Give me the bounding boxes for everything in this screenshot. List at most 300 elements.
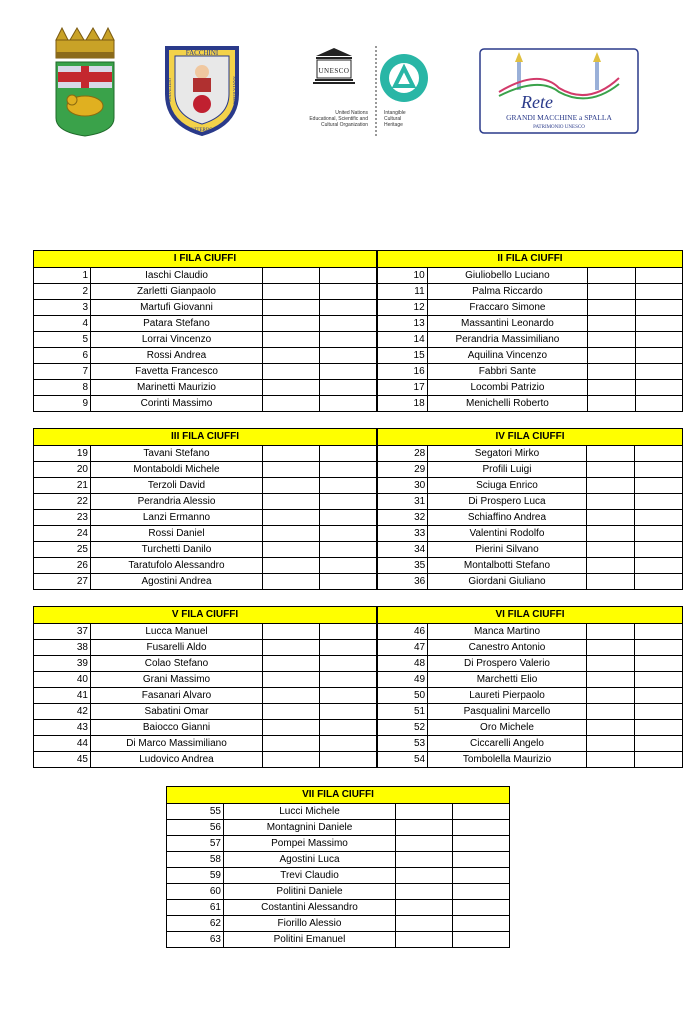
member-name: Palma Riccardo: [427, 284, 588, 300]
empty-cell: [396, 852, 453, 868]
unesco-org-line-1: United Nations: [335, 110, 368, 116]
empty-cell: [263, 558, 320, 574]
empty-cell: [588, 300, 635, 316]
empty-cell: [635, 332, 682, 348]
member-name: Lorrai Vincenzo: [91, 332, 263, 348]
member-name: Trevi Claudio: [224, 868, 396, 884]
empty-cell: [588, 332, 635, 348]
table-row: [167, 916, 510, 932]
member-name: Montalbotti Stefano: [428, 558, 587, 574]
empty-cell: [396, 804, 453, 820]
member-name: Politini Emanuel: [224, 932, 396, 948]
row-number: 38: [34, 640, 91, 656]
empty-cell: [263, 300, 320, 316]
member-name: Montagnini Daniele: [224, 820, 396, 836]
fila-table: [377, 428, 683, 590]
row-number: 13: [378, 316, 428, 332]
member-name: Iaschi Claudio: [91, 268, 263, 284]
empty-cell: [320, 672, 377, 688]
member-name: Canestro Antonio: [428, 640, 587, 656]
row-number: 46: [378, 624, 428, 640]
row-number: 11: [378, 284, 428, 300]
member-name: Giuliobello Luciano: [427, 268, 588, 284]
table-row: [167, 884, 510, 900]
empty-cell: [263, 268, 320, 284]
empty-cell: [634, 446, 682, 462]
member-name: Tombolella Maurizio: [428, 752, 587, 768]
row-number: 25: [34, 542, 91, 558]
empty-cell: [320, 624, 377, 640]
row-number: 4: [34, 316, 91, 332]
member-name: Politini Daniele: [224, 884, 396, 900]
table-row: [34, 348, 377, 364]
table-row: [378, 672, 683, 688]
row-number: 53: [378, 736, 428, 752]
member-name: Pompei Massimo: [224, 836, 396, 852]
empty-cell: [588, 316, 635, 332]
empty-cell: [634, 656, 682, 672]
empty-cell: [634, 704, 682, 720]
member-name: Valentini Rodolfo: [428, 526, 587, 542]
row-number: 6: [34, 348, 91, 364]
empty-cell: [586, 672, 634, 688]
empty-cell: [320, 510, 377, 526]
empty-cell: [635, 364, 682, 380]
row-number: 47: [378, 640, 428, 656]
empty-cell: [263, 688, 320, 704]
empty-cell: [634, 640, 682, 656]
member-name: Marinetti Maurizio: [91, 380, 263, 396]
fila-table: [377, 250, 683, 412]
row-number: 63: [167, 932, 224, 948]
empty-cell: [453, 932, 510, 948]
member-name: Zarletti Gianpaolo: [91, 284, 263, 300]
row-number: 40: [34, 672, 91, 688]
empty-cell: [453, 820, 510, 836]
table-row: [34, 284, 377, 300]
row-number: 57: [167, 836, 224, 852]
facchini-bottom-text: VITERBO: [191, 128, 213, 133]
row-number: 50: [378, 688, 428, 704]
empty-cell: [586, 720, 634, 736]
table-row: [34, 478, 377, 494]
table-row: [34, 526, 377, 542]
empty-cell: [634, 574, 682, 590]
empty-cell: [320, 446, 377, 462]
ich-line-2: Cultural: [384, 116, 402, 122]
empty-cell: [588, 396, 635, 412]
row-number: 23: [34, 510, 91, 526]
member-name: Baiocco Gianni: [91, 720, 263, 736]
ich-line-3: Heritage: [384, 122, 403, 128]
table-title: II FILA CIUFFI: [378, 251, 683, 268]
table-row: [34, 446, 377, 462]
table-row: [378, 446, 683, 462]
table-row: [34, 558, 377, 574]
table-row: [34, 316, 377, 332]
member-name: Segatori Mirko: [428, 446, 587, 462]
table-row: [34, 720, 377, 736]
member-name: Martufi Giovanni: [91, 300, 263, 316]
row-number: 28: [378, 446, 428, 462]
table-row: [378, 300, 683, 316]
table-row: [378, 380, 683, 396]
row-number: 18: [378, 396, 428, 412]
empty-cell: [320, 752, 377, 768]
empty-cell: [453, 836, 510, 852]
unesco-ich-logo: [282, 44, 432, 140]
table-row: [34, 542, 377, 558]
empty-cell: [635, 316, 682, 332]
empty-cell: [320, 380, 377, 396]
table-row: [34, 396, 377, 412]
row-number: 41: [34, 688, 91, 704]
row-number: 24: [34, 526, 91, 542]
table-row: [378, 624, 683, 640]
empty-cell: [396, 884, 453, 900]
member-name: Rossi Andrea: [91, 348, 263, 364]
viterbo-coat-of-arms-logo: [50, 26, 120, 138]
row-number: 55: [167, 804, 224, 820]
empty-cell: [586, 624, 634, 640]
row-number: 1: [34, 268, 91, 284]
facchini-top-text: FACCHINI: [185, 49, 219, 57]
unesco-org-line-3: Cultural Organization: [321, 122, 368, 128]
table-row: [378, 510, 683, 526]
row-number: 29: [378, 462, 428, 478]
member-name: Fasanari Alvaro: [91, 688, 263, 704]
row-number: 9: [34, 396, 91, 412]
table-row: [378, 364, 683, 380]
row-number: 36: [378, 574, 428, 590]
table-row: [34, 462, 377, 478]
empty-cell: [586, 574, 634, 590]
empty-cell: [586, 558, 634, 574]
member-name: Massantini Leonardo: [427, 316, 588, 332]
empty-cell: [588, 380, 635, 396]
row-number: 56: [167, 820, 224, 836]
empty-cell: [634, 494, 682, 510]
rete-line-2: PATRIMONIO UNESCO: [533, 125, 585, 130]
row-number: 8: [34, 380, 91, 396]
empty-cell: [586, 542, 634, 558]
table-row: [34, 268, 377, 284]
member-name: Taratufolo Alessandro: [91, 558, 263, 574]
row-number: 52: [378, 720, 428, 736]
empty-cell: [263, 462, 320, 478]
empty-cell: [263, 624, 320, 640]
table-row: [167, 836, 510, 852]
row-number: 39: [34, 656, 91, 672]
member-name: Agostini Andrea: [91, 574, 263, 590]
row-number: 37: [34, 624, 91, 640]
empty-cell: [263, 316, 320, 332]
row-number: 21: [34, 478, 91, 494]
row-number: 2: [34, 284, 91, 300]
member-name: Fabbri Sante: [427, 364, 588, 380]
empty-cell: [396, 916, 453, 932]
empty-cell: [320, 462, 377, 478]
empty-cell: [263, 672, 320, 688]
table-row: [378, 688, 683, 704]
table-row: [34, 624, 377, 640]
empty-cell: [320, 656, 377, 672]
facchini-right-text: SANTA ROSA: [232, 76, 237, 104]
empty-cell: [586, 688, 634, 704]
empty-cell: [586, 494, 634, 510]
row-number: 20: [34, 462, 91, 478]
row-number: 42: [34, 704, 91, 720]
table-row: [34, 332, 377, 348]
empty-cell: [320, 300, 377, 316]
fila-table: [33, 428, 377, 590]
row-number: 60: [167, 884, 224, 900]
table-row: [34, 510, 377, 526]
member-name: Lanzi Ermanno: [91, 510, 263, 526]
empty-cell: [634, 672, 682, 688]
empty-cell: [588, 268, 635, 284]
table-row: [378, 348, 683, 364]
empty-cell: [453, 884, 510, 900]
member-name: Rossi Daniel: [91, 526, 263, 542]
empty-cell: [263, 574, 320, 590]
member-name: Manca Martino: [428, 624, 587, 640]
empty-cell: [263, 510, 320, 526]
empty-cell: [320, 720, 377, 736]
member-name: Di Marco Massimiliano: [91, 736, 263, 752]
empty-cell: [586, 736, 634, 752]
member-name: Perandria Alessio: [91, 494, 263, 510]
table-row: [378, 494, 683, 510]
empty-cell: [320, 478, 377, 494]
table-row: [34, 640, 377, 656]
row-number: 17: [378, 380, 428, 396]
row-number: 31: [378, 494, 428, 510]
empty-cell: [320, 542, 377, 558]
empty-cell: [586, 510, 634, 526]
empty-cell: [635, 348, 682, 364]
table-row: [34, 736, 377, 752]
empty-cell: [320, 688, 377, 704]
row-number: 10: [378, 268, 428, 284]
row-number: 14: [378, 332, 428, 348]
table-row: [378, 704, 683, 720]
empty-cell: [320, 396, 377, 412]
member-name: Grani Massimo: [91, 672, 263, 688]
row-number: 34: [378, 542, 428, 558]
empty-cell: [263, 542, 320, 558]
member-name: Colao Stefano: [91, 656, 263, 672]
empty-cell: [634, 752, 682, 768]
table-row: [34, 380, 377, 396]
row-number: 7: [34, 364, 91, 380]
member-name: Schiaffino Andrea: [428, 510, 587, 526]
empty-cell: [586, 526, 634, 542]
member-name: Sciuga Enrico: [428, 478, 587, 494]
empty-cell: [586, 478, 634, 494]
member-name: Terzoli David: [91, 478, 263, 494]
member-name: Costantini Alessandro: [224, 900, 396, 916]
empty-cell: [634, 736, 682, 752]
empty-cell: [634, 542, 682, 558]
empty-cell: [634, 510, 682, 526]
table-row: [378, 284, 683, 300]
member-name: Sabatini Omar: [91, 704, 263, 720]
empty-cell: [263, 380, 320, 396]
member-name: Turchetti Danilo: [91, 542, 263, 558]
empty-cell: [320, 640, 377, 656]
row-number: 16: [378, 364, 428, 380]
empty-cell: [396, 900, 453, 916]
empty-cell: [635, 268, 682, 284]
empty-cell: [634, 462, 682, 478]
table-row: [378, 332, 683, 348]
row-number: 33: [378, 526, 428, 542]
empty-cell: [263, 656, 320, 672]
rete-line-1: GRANDI MACCHINE a SPALLA: [506, 113, 612, 122]
fila-table: [166, 786, 510, 948]
empty-cell: [586, 462, 634, 478]
empty-cell: [453, 852, 510, 868]
table-row: [34, 688, 377, 704]
fila-table: [33, 606, 377, 768]
empty-cell: [320, 284, 377, 300]
unesco-org-line-2: Educational, Scientific and: [309, 116, 368, 122]
member-name: Corinti Massimo: [91, 396, 263, 412]
table-row: [378, 574, 683, 590]
rete-word: Rete: [521, 92, 553, 112]
member-name: Laureti Pierpaolo: [428, 688, 587, 704]
empty-cell: [263, 494, 320, 510]
member-name: Locombi Patrizio: [427, 380, 588, 396]
table-row: [34, 574, 377, 590]
table-row: [34, 704, 377, 720]
row-number: 30: [378, 478, 428, 494]
member-name: Aquilina Vincenzo: [427, 348, 588, 364]
empty-cell: [586, 656, 634, 672]
table-row: [34, 300, 377, 316]
empty-cell: [320, 332, 377, 348]
empty-cell: [635, 284, 682, 300]
row-number: 26: [34, 558, 91, 574]
empty-cell: [263, 396, 320, 412]
table-row: [378, 478, 683, 494]
table-row: [34, 494, 377, 510]
row-number: 35: [378, 558, 428, 574]
member-name: Lucca Manuel: [91, 624, 263, 640]
row-number: 5: [34, 332, 91, 348]
member-name: Menichelli Roberto: [427, 396, 588, 412]
table-row: [378, 558, 683, 574]
empty-cell: [263, 446, 320, 462]
member-name: Tavani Stefano: [91, 446, 263, 462]
table-row: [378, 656, 683, 672]
table-row: [378, 462, 683, 478]
empty-cell: [263, 284, 320, 300]
member-name: Agostini Luca: [224, 852, 396, 868]
empty-cell: [263, 704, 320, 720]
table-row: [378, 752, 683, 768]
logo-header: [0, 0, 683, 150]
table-row: [378, 542, 683, 558]
row-number: 62: [167, 916, 224, 932]
unesco-acronym: UNESCO: [318, 67, 350, 75]
fila-table: [33, 250, 377, 412]
table-row: [167, 868, 510, 884]
empty-cell: [396, 932, 453, 948]
fila-table: [377, 606, 683, 768]
facchini-left-text: SODALIZIO: [167, 78, 172, 102]
rete-grandi-macchine-logo: [479, 48, 639, 134]
empty-cell: [634, 478, 682, 494]
empty-cell: [634, 558, 682, 574]
row-number: 61: [167, 900, 224, 916]
empty-cell: [635, 380, 682, 396]
empty-cell: [586, 704, 634, 720]
member-name: Marchetti Elio: [428, 672, 587, 688]
empty-cell: [320, 348, 377, 364]
member-name: Fraccaro Simone: [427, 300, 588, 316]
table-title: V FILA CIUFFI: [34, 607, 377, 624]
row-number: 49: [378, 672, 428, 688]
empty-cell: [586, 640, 634, 656]
empty-cell: [453, 900, 510, 916]
empty-cell: [320, 494, 377, 510]
row-number: 54: [378, 752, 428, 768]
table-row: [378, 526, 683, 542]
empty-cell: [453, 804, 510, 820]
row-number: 22: [34, 494, 91, 510]
row-number: 58: [167, 852, 224, 868]
row-number: 45: [34, 752, 91, 768]
row-number: 43: [34, 720, 91, 736]
row-number: 59: [167, 868, 224, 884]
member-name: Fusarelli Aldo: [91, 640, 263, 656]
table-row: [167, 900, 510, 916]
empty-cell: [263, 736, 320, 752]
row-number: 12: [378, 300, 428, 316]
empty-cell: [634, 624, 682, 640]
table-row: [167, 932, 510, 948]
table-row: [378, 640, 683, 656]
empty-cell: [263, 478, 320, 494]
facchini-santa-rosa-logo: [163, 44, 241, 136]
empty-cell: [320, 574, 377, 590]
empty-cell: [263, 364, 320, 380]
member-name: Pasqualini Marcello: [428, 704, 587, 720]
table-title: VII FILA CIUFFI: [167, 787, 510, 804]
row-number: 32: [378, 510, 428, 526]
member-name: Ciccarelli Angelo: [428, 736, 587, 752]
member-name: Perandria Massimiliano: [427, 332, 588, 348]
table-row: [378, 720, 683, 736]
row-number: 48: [378, 656, 428, 672]
table-row: [34, 656, 377, 672]
table-title: IV FILA CIUFFI: [378, 429, 683, 446]
empty-cell: [588, 284, 635, 300]
table-row: [34, 364, 377, 380]
table-row: [378, 268, 683, 284]
empty-cell: [263, 348, 320, 364]
empty-cell: [396, 836, 453, 852]
row-number: 27: [34, 574, 91, 590]
empty-cell: [586, 446, 634, 462]
table-row: [167, 820, 510, 836]
empty-cell: [635, 300, 682, 316]
empty-cell: [320, 558, 377, 574]
ich-line-1: Intangible: [384, 110, 406, 116]
empty-cell: [453, 868, 510, 884]
